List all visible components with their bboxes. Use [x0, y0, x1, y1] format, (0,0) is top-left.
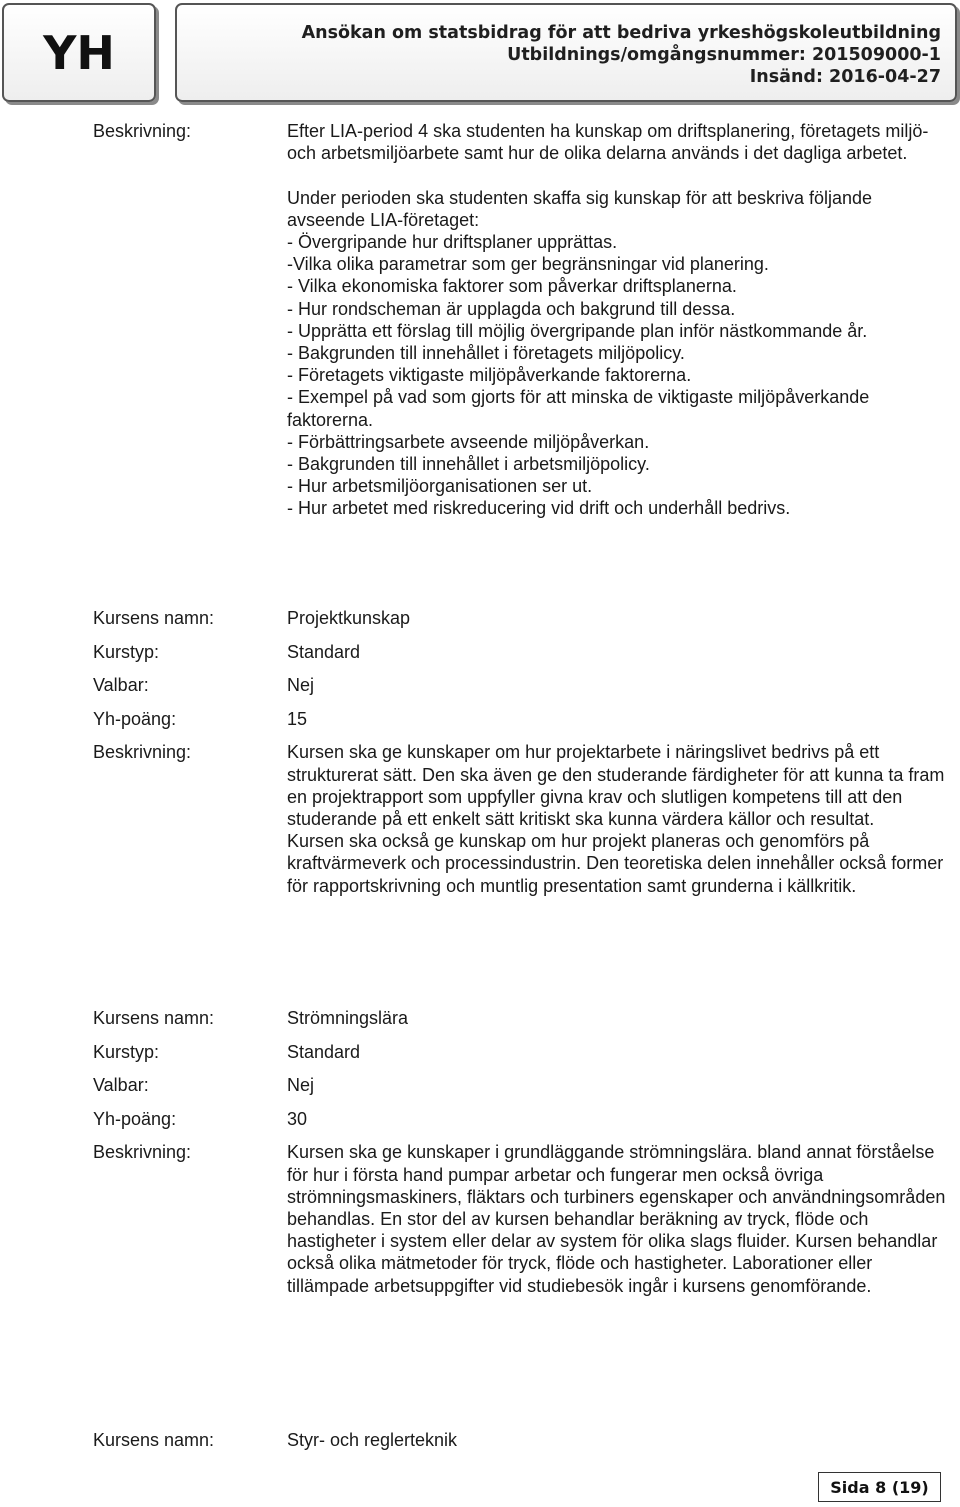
course-section-projektkunskap	[0, 607, 960, 897]
description-label: Beskrivning:	[93, 1142, 192, 1163]
description-paragraph: Kursen ska också ge kunskap om hur projekt planeras och genomförs på kraftvärmeverk och processindustrin. Den teoretiska delen innehåller också former för rapportskrivning och muntlig presentation samt grunderna i källkritik.	[287, 831, 944, 896]
description-text	[287, 741, 960, 896]
course-type-label: Kurstyp:	[93, 641, 160, 662]
elective-label: Valbar:	[93, 675, 149, 696]
elective-label: Valbar:	[93, 1075, 149, 1096]
points-label: Yh-poäng:	[93, 1108, 177, 1129]
description-line: - Upprätta ett förslag till möjlig övergripande plan inför nästkommande år.	[287, 320, 868, 341]
description-text	[287, 120, 960, 520]
points-value: 15	[287, 708, 308, 729]
description-label: Beskrivning:	[93, 121, 192, 141]
course-name: Strömningslära	[287, 1008, 409, 1028]
description-paragraph: Efter LIA-period 4 ska studenten ha kunskap om driftsplanering, företagets miljö- och arbetsmiljöarbete samt hur de olika delarna används i det dagliga arbetet.	[287, 121, 929, 164]
course-name: Styr- och reglerteknik	[287, 1430, 458, 1450]
description-text	[287, 1141, 960, 1296]
description-label: Beskrivning:	[93, 742, 192, 763]
description-line: - Hur rondscheman är upplagda och bakgrund till dessa.	[287, 298, 736, 319]
page-number: Sida 8 (19)	[818, 1472, 941, 1502]
header-submitted-date: Insänd: 2016-04-27	[749, 67, 941, 87]
continued-course-section	[0, 120, 960, 520]
course-name-label: Kursens namn:	[93, 608, 215, 628]
course-section-stromningslara	[0, 1007, 960, 1297]
elective-value: Nej	[287, 675, 315, 696]
course-name: Projektkunskap	[287, 608, 411, 628]
description-line: - Övergripande hur driftsplaner upprättas.	[287, 232, 618, 252]
points-value: 30	[287, 1108, 308, 1129]
yh-logo: YH	[43, 25, 115, 80]
course-type: Standard	[287, 641, 361, 662]
course-type-label: Kurstyp:	[93, 1041, 160, 1062]
description-line: - Hur arbetet med riskreducering vid drift och underhåll bedrivs.	[287, 498, 791, 519]
description-line: - Bakgrunden till innehållet i arbetsmiljöpolicy.	[287, 454, 650, 475]
description-paragraph: Kursen ska ge kunskaper om hur projektarbete i näringslivet bedrivs på ett strukturerat sätt. Den ska även ge den studerande färdigheter för att kunna ta fram en projektrapport som uppfyller givna krav och slutligen kompetens till att den studerande på ett enkelt sätt kritiskt ska kunna värdera källor och resultat.	[287, 742, 945, 829]
description-list	[287, 187, 954, 520]
description-line: -Vilka olika parametrar som ger begränsningar vid planering.	[287, 254, 769, 275]
course-name-label: Kursens namn:	[93, 1430, 215, 1450]
header-title-box	[175, 3, 957, 102]
description-paragraph: Kursen ska ge kunskaper i grundläggande strömningslära. bland annat förståelse för hur i första hand pumpar arbetar och fungerar men också övriga strömningsmaskiners, fläktars och turbiners egenskaper och användningsområden behandlas. En stor del av kursen behandlar beräkning av tryck, flöde och hastigheter i system eller delar av system för olika slags fluider. Kursen behandlar också olika mätmetoder för tryck, flöde och hastigheter. Laborationer eller tillämpade arbetsuppgifter vid studiebesök ingår i kursens genomförande.	[287, 1142, 946, 1296]
description-line: - Bakgrunden till innehållet i företagets miljöpolicy.	[287, 343, 685, 364]
description-line: - Vilka ekonomiska faktorer som påverkar driftsplanerna.	[287, 276, 737, 297]
description-line: - Företagets viktigaste miljöpåverkande faktorerna.	[287, 365, 692, 386]
description-line: - Exempel på vad som gjorts för att minska de viktigaste miljöpåverkande faktorerna.	[287, 387, 870, 430]
description-line: - Hur arbetsmiljöorganisationen ser ut.	[287, 476, 593, 497]
header-title: Ansökan om statsbidrag för att bedriva yrkeshögskoleutbildning	[301, 23, 941, 43]
logo-box	[2, 3, 156, 102]
points-label: Yh-poäng:	[93, 708, 177, 729]
course-type: Standard	[287, 1041, 361, 1062]
elective-value: Nej	[287, 1075, 315, 1096]
description-line: Under perioden ska studenten skaffa sig kunskap för att beskriva följande avseende LIA-företaget:	[287, 187, 873, 230]
header-program-number: Utbildnings/omgångsnummer: 201509000-1	[507, 45, 941, 65]
course-section-styr-och-reglerteknik	[0, 1429, 960, 1451]
course-name-label: Kursens namn:	[93, 1008, 215, 1028]
description-line: - Förbättringsarbete avseende miljöpåverkan.	[287, 431, 650, 452]
